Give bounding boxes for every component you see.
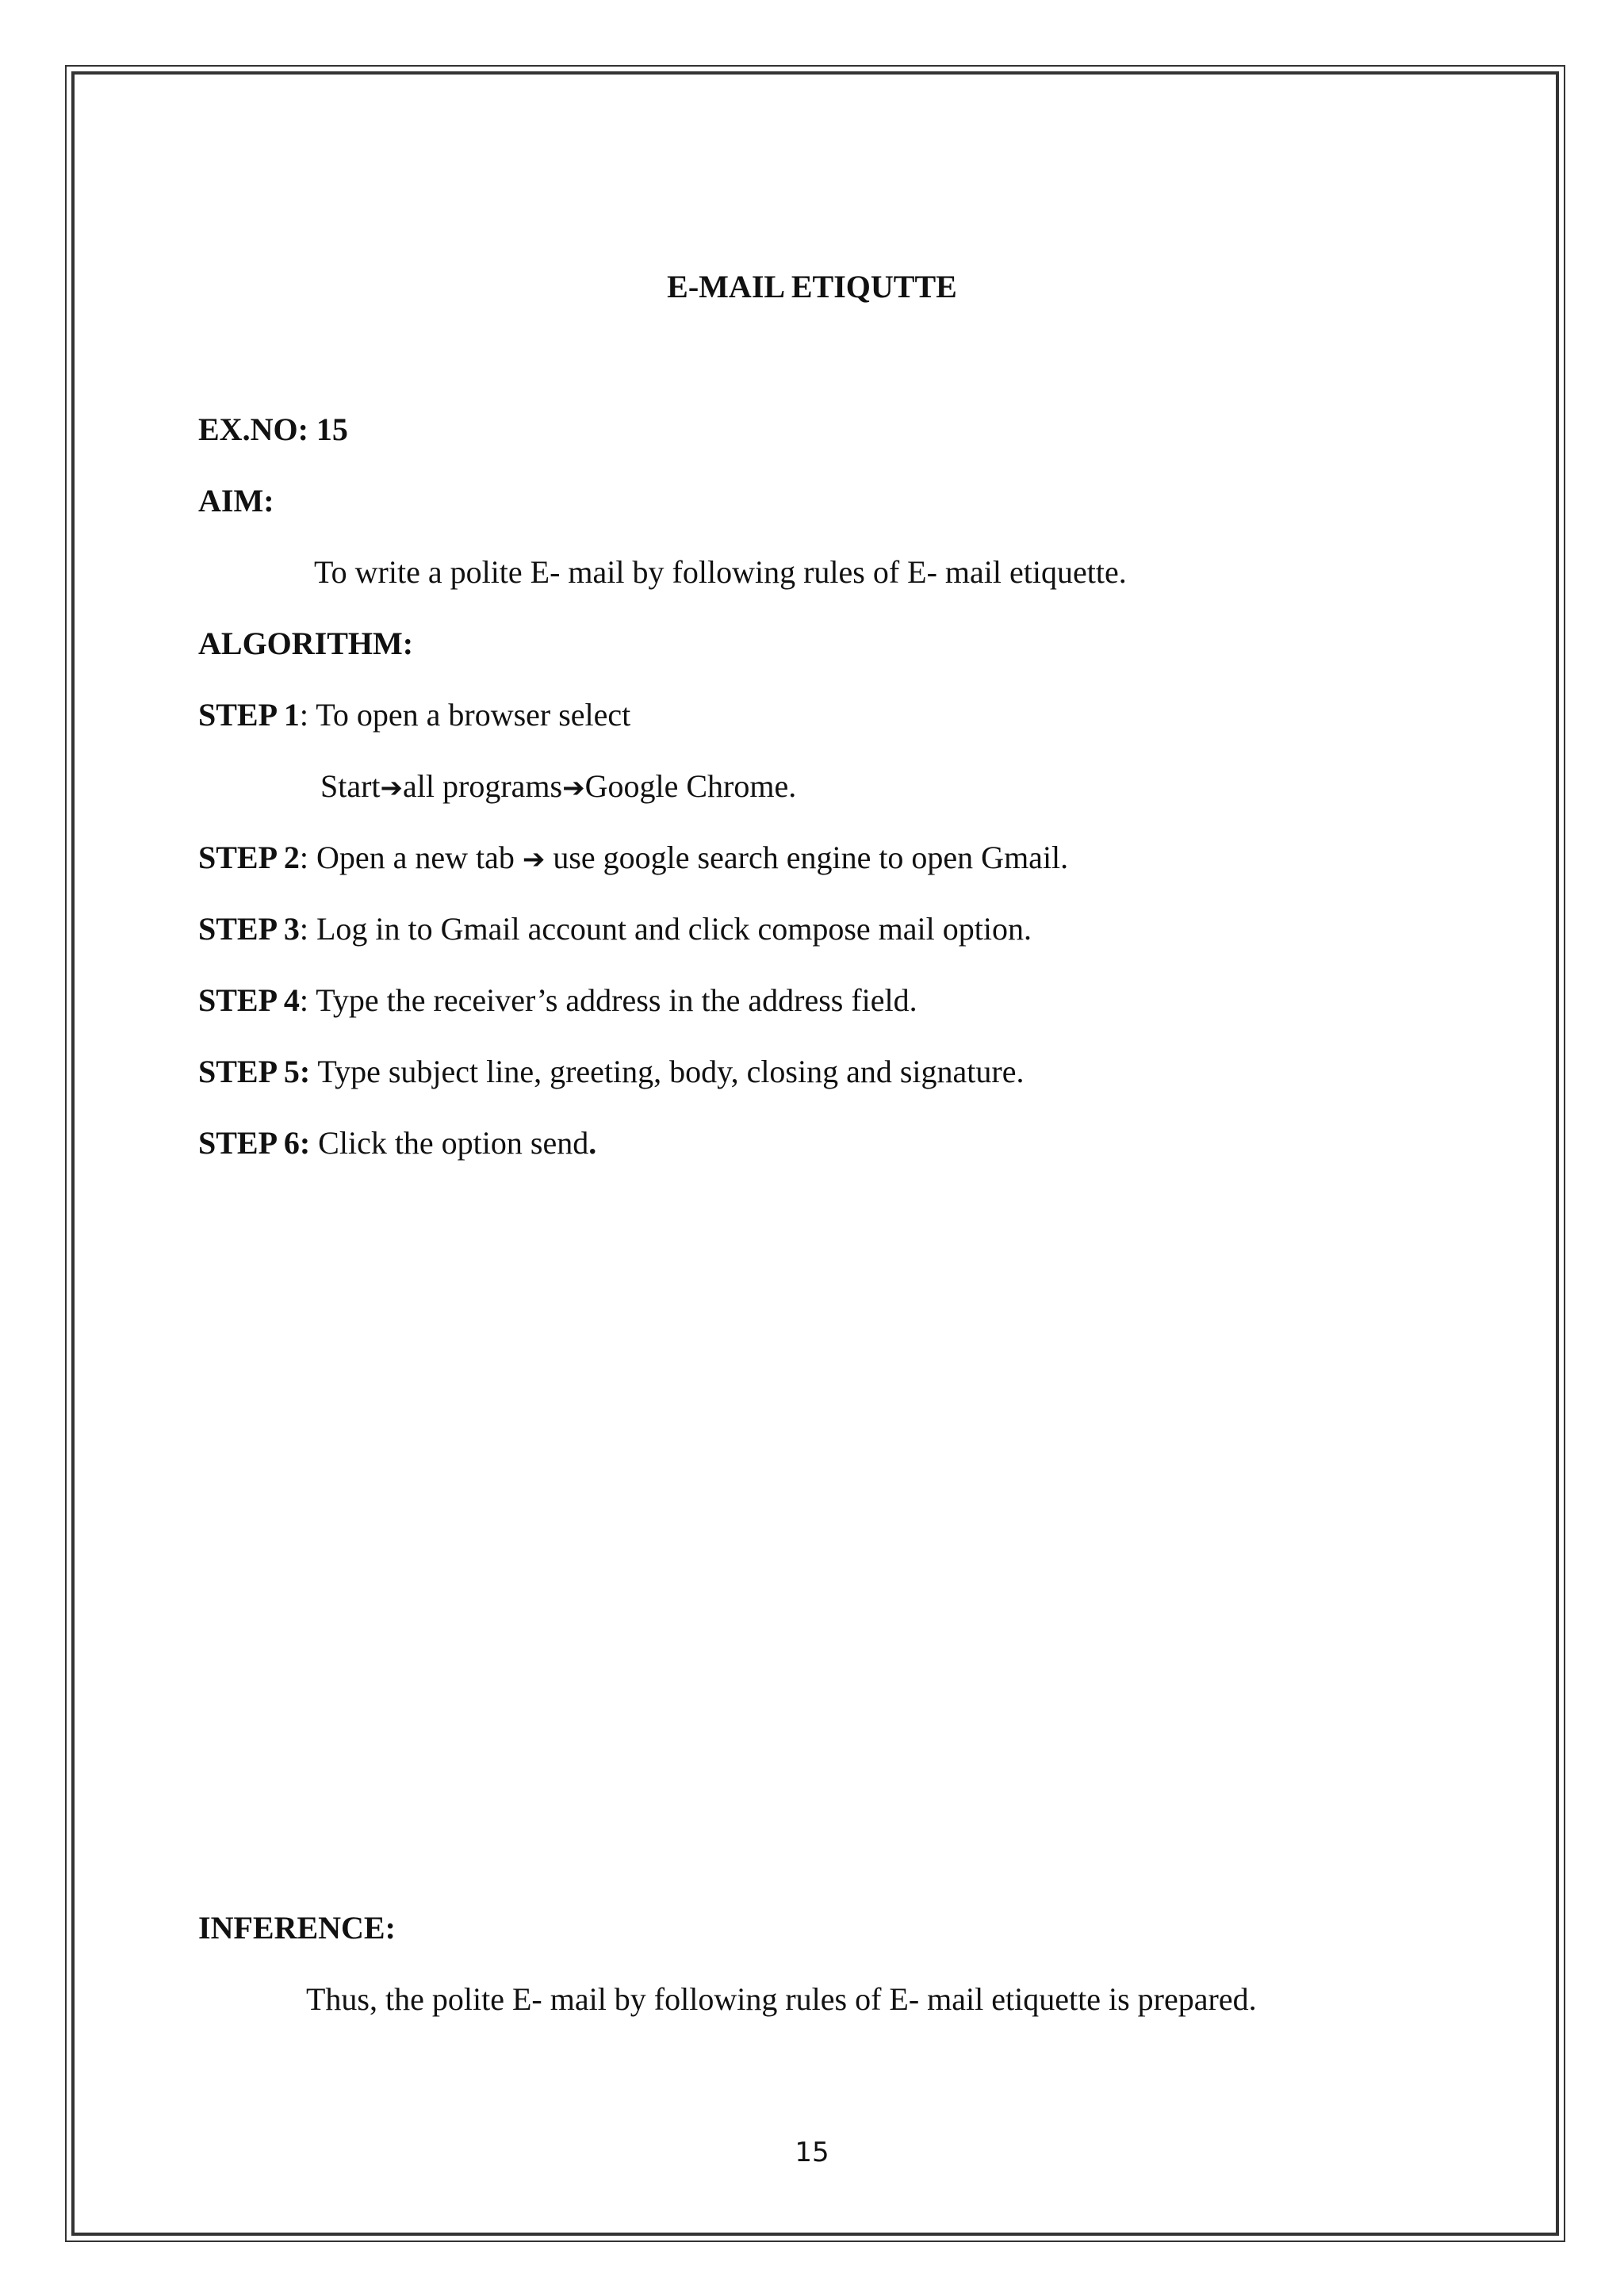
exercise-number: EX.NO: 15 — [198, 411, 348, 447]
aim-text: To write a polite E- mail by following rules of E- mail etiquette. — [314, 554, 1127, 590]
step-5 — [198, 1053, 1025, 1091]
document-title: E-MAIL ETIQUTTE — [667, 269, 957, 304]
aim-heading: AIM: — [198, 483, 274, 519]
step-5-label: STEP 5: — [198, 1054, 311, 1089]
step-2-label: STEP 2 — [198, 840, 300, 875]
path-mid: all programs — [403, 768, 563, 804]
step-4 — [198, 982, 917, 1020]
step-2-text-a: : Open a new tab — [299, 840, 523, 875]
inference-text: Thus, the polite E- mail by following rules of E- mail etiquette is prepared. — [306, 1981, 1257, 2017]
step-4-text: : Type the receiver’s address in the address field. — [299, 982, 917, 1018]
step-2-text-b: use google search engine to open Gmail. — [545, 840, 1069, 875]
step-3-text: : Log in to Gmail account and click compose mail option. — [299, 911, 1032, 947]
step-1 — [198, 696, 630, 734]
arrow-right-icon: ➔ — [562, 772, 585, 804]
step-4-label: STEP 4 — [198, 982, 300, 1018]
inference-heading: INFERENCE: — [198, 1910, 396, 1946]
arrow-right-icon: ➔ — [380, 772, 404, 804]
arrow-right-icon: ➔ — [522, 844, 546, 875]
step-5-text: Type subject line, greeting, body, closing and signature. — [310, 1054, 1025, 1089]
step-1-label: STEP 1 — [198, 697, 300, 733]
step-3-label: STEP 3 — [198, 911, 300, 947]
step-1-text: : To open a browser select — [299, 697, 631, 733]
step-1-path — [320, 767, 796, 807]
step-6-text: Click the option send — [310, 1125, 589, 1161]
step-6-end: . — [588, 1125, 597, 1161]
path-end: Google Chrome. — [584, 768, 797, 804]
algorithm-heading: ALGORITHM: — [198, 626, 414, 661]
page-number: 15 — [795, 2137, 829, 2168]
path-start: Start — [320, 768, 381, 804]
step-3 — [198, 910, 1032, 948]
step-6 — [198, 1124, 596, 1162]
step-6-label: STEP 6: — [198, 1125, 311, 1161]
step-2 — [198, 839, 1068, 878]
